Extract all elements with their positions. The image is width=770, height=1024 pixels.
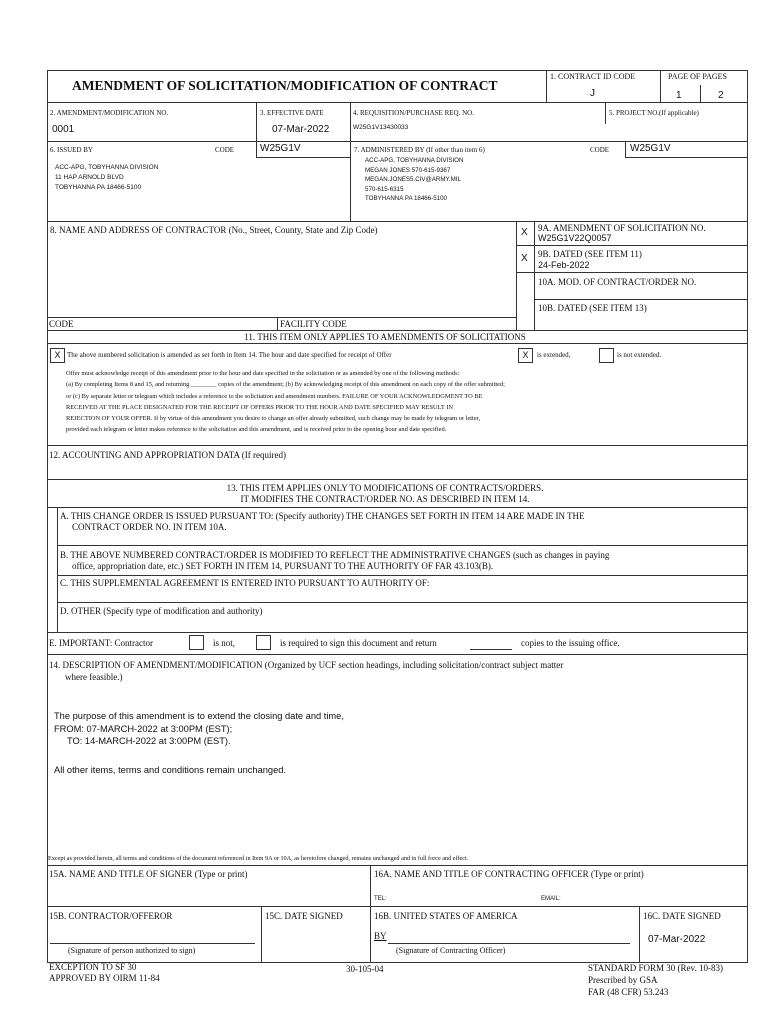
item-13c-text: C. THIS SUPPLEMENTAL AGREEMENT IS ENTERED INTO PURSUANT TO AUTHORITY OF: xyxy=(60,578,430,588)
administered-by-code-label: CODE xyxy=(590,146,610,154)
contract-id-value[interactable]: J xyxy=(590,88,595,99)
extended-label: is extended, xyxy=(537,351,571,359)
contractor-label: 8. NAME AND ADDRESS OF CONTRACTOR (No., Street, County, State and Zip Code) xyxy=(50,225,378,235)
contract-id-label: 1. CONTRACT ID CODE xyxy=(550,72,636,81)
page-number: 1 xyxy=(676,90,682,101)
item-15b-label: 15B. CONTRACTOR/OFFEROR xyxy=(49,911,173,921)
item-11-heading: 11. THIS ITEM ONLY APPLIES TO AMENDMENTS OF SOLICITATIONS xyxy=(244,332,526,342)
item-15c-label: 15C. DATE SIGNED xyxy=(265,911,343,921)
copies-label: copies to the issuing office. xyxy=(521,638,620,648)
administered-by-code[interactable]: W25G1V xyxy=(630,143,671,154)
item-9a-mark[interactable]: X xyxy=(521,227,528,238)
issued-by-code[interactable]: W25G1V xyxy=(260,143,301,154)
amendment-no-label: 2. AMENDMENT/MODIFICATION NO. xyxy=(50,109,169,117)
amendment-no-value[interactable]: 0001 xyxy=(52,124,75,135)
contractor-signature-caption: (Signature of person authorized to sign) xyxy=(68,946,196,955)
by-label: BY xyxy=(374,931,387,941)
issued-by-label: 6. ISSUED BY xyxy=(50,146,93,154)
not-extended-label: is not extended. xyxy=(617,351,662,359)
item-9a-label: 9A. AMENDMENT OF SOLICITATION NO. xyxy=(538,223,706,233)
item-9a-value[interactable]: W25G1V22Q0057 xyxy=(538,233,612,243)
item-14-label: 14. DESCRIPTION OF AMENDMENT/MODIFICATION (Organized by UCF section headings, including solicitation/contract subject matter where feasible.) xyxy=(49,660,564,682)
item-9b-label: 9B. DATED (SEE ITEM 11) xyxy=(538,249,642,259)
item-16c-value[interactable]: 07-Mar-2022 xyxy=(648,934,706,945)
item-13-heading-2: IT MODIFIES THE CONTRACT/ORDER NO. AS DESCRIBED IN ITEM 14. xyxy=(240,494,530,504)
solicitation-amended-checkbox[interactable]: X xyxy=(50,348,65,363)
item-9b-mark[interactable]: X xyxy=(521,253,528,264)
item-16a-label: 16A. NAME AND TITLE OF CONTRACTING OFFICER (Type or print) xyxy=(374,869,644,879)
facility-code-label: FACILITY CODE xyxy=(280,319,347,329)
item-e-label: E. IMPORTANT: Contractor xyxy=(49,638,154,648)
footer-center: 30-105-04 xyxy=(346,964,384,974)
item-13a-text: A. THIS CHANGE ORDER IS ISSUED PURSUANT TO: (Specify authority) THE CHANGES SET FORTH IN ITEM 14 ARE MADE IN THE CONTRACT ORDER NO. IN ITEM 10A. xyxy=(60,511,585,532)
item-10b-label: 10B. DATED (SEE ITEM 13) xyxy=(538,303,647,313)
item-16c-label: 16C. DATE SIGNED xyxy=(643,911,721,921)
is-required-label: is required to sign this document and return xyxy=(280,638,437,648)
page-total: 2 xyxy=(718,90,724,101)
requisition-label: 4. REQUISITION/PURCHASE REQ. NO. xyxy=(353,109,474,117)
item-13d-text: D. OTHER (Specify type of modification and authority) xyxy=(60,606,263,616)
effective-date-value[interactable]: 07-Mar-2022 xyxy=(272,124,330,135)
item-15a-label: 15A. NAME AND TITLE OF SIGNER (Type or print) xyxy=(49,869,248,879)
item-11-instructions: Offer must acknowledge receipt of this amendment prior to the hour and date specified in the solicitation or as amended by one of the following methods: (a) By completing Items 8 and 15, and returning ________ copies of the amendment; (b) By acknowledging receipt of this amendment on each copy of the offer submitted; or (c) By separate letter or telegram which includes a reference to the solicitation and amendment numbers. FAILURE OF YOUR ACKNOWLEDGMENT TO BE RECEIVED AT THE PLACE DESIGNATED FOR THE RECEIPT OF OFFERS PRIOR TO THE HOUR AND DATE SPECIFIED MAY RESULT IN REJECTION OF YOUR OFFER. If by virtue of this amendment you desire to change an offer already submitted, such change may be made by telegram or letter, provided each telegram or letter makes reference to the solicitation and this amendment, and is received prior to the opening hour and date specified. xyxy=(66,370,505,434)
item-16b-label: 16B. UNITED STATES OF AMERICA xyxy=(374,911,518,921)
not-extended-checkbox[interactable] xyxy=(599,348,614,363)
contractor-code-label: CODE xyxy=(49,319,74,329)
is-not-label: is not, xyxy=(213,638,236,648)
administered-by-address: ACC-APG, TOBYHANNA DIVISION MEGAN JONES 570-615-9367 MEGAN.JONES5.CIV@ARMY.MIL 570-615-6315 TOBYHANNA PA 18466-5100 xyxy=(365,157,464,203)
effective-date-label: 3. EFFECTIVE DATE xyxy=(260,109,324,117)
project-no-label: 5. PROJECT NO.(If applicable) xyxy=(609,109,699,117)
footer-left: EXCEPTION TO SF 30 APPROVED BY OIRM 11-84 xyxy=(49,962,160,983)
item-12-label: 12. ACCOUNTING AND APPROPRIATION DATA (If required) xyxy=(49,450,287,460)
page-of-pages-label: PAGE OF PAGES xyxy=(668,72,727,81)
footer-right: STANDARD FORM 30 (Rev. 10-83) Prescribed by GSA FAR (48 CFR) 53.243 xyxy=(588,963,723,997)
item-13-heading-1: 13. THIS ITEM APPLIES ONLY TO MODIFICATIONS OF CONTRACTS/ORDERS. xyxy=(226,483,544,493)
contractor-is-required-checkbox[interactable] xyxy=(256,635,271,650)
extended-checkbox[interactable]: X xyxy=(518,348,533,363)
contractor-is-not-checkbox[interactable] xyxy=(189,635,204,650)
issued-by-code-label: CODE xyxy=(215,146,235,154)
item-10a-label: 10A. MOD. OF CONTRACT/ORDER NO. xyxy=(538,277,697,287)
form-title: AMENDMENT OF SOLICITATION/MODIFICATION OF CONTRACT xyxy=(72,78,498,93)
issued-by-address: ACC-APG, TOBYHANNA DIVISION 11 HAP ARNOLD BLVD TOBYHANNA PA 18466-5100 xyxy=(55,164,159,191)
item-14-description: The purpose of this amendment is to extend the closing date and time, FROM: 07-MARCH-2022 at 3:00PM (EST); TO: 14-MARCH-2022 at 3:00PM (EST). All other items, terms and conditions remain unchanged. xyxy=(54,711,344,775)
requisition-value[interactable]: W25G1V13430033 xyxy=(353,124,409,131)
solicitation-amended-text: The above numbered solicitation is amended as set forth in Item 14. The hour and date specified for receipt of Offer xyxy=(67,351,392,359)
co-email-label: EMAIL: xyxy=(541,896,561,902)
item-9b-value[interactable]: 24-Feb-2022 xyxy=(538,260,590,270)
item-14-footer: Except as provided herein, all terms and conditions of the document referenced in Item 9A or 10A, as heretofore changed, remains unchanged and in full force and effect. xyxy=(48,855,469,862)
co-tel-label: TEL: xyxy=(374,896,387,902)
item-13b-text: B. THE ABOVE NUMBERED CONTRACT/ORDER IS MODIFIED TO REFLECT THE ADMINISTRATIVE CHANGES (such as changes in paying office, appropriation date, etc.) SET FORTH IN ITEM 14, PURSUANT TO THE AUTHORITY OF FAR 43.103(B). xyxy=(60,550,610,571)
administered-by-label: 7. ADMINISTERED BY (If other than item 6) xyxy=(354,146,485,154)
co-signature-caption: (Signature of Contracting Officer) xyxy=(396,946,506,955)
